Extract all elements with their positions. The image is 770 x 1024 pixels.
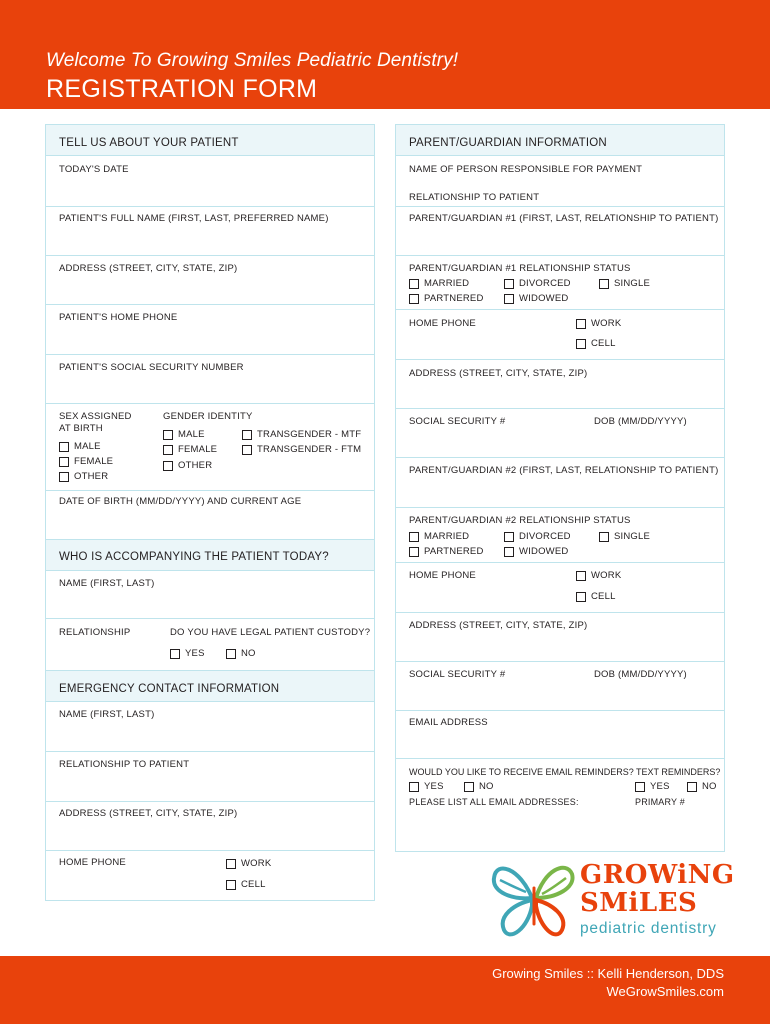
- guardian-column: [395, 124, 725, 852]
- g2-partnered-checkbox[interactable]: PARTNERED: [409, 546, 484, 557]
- welcome-text: Welcome To Growing Smiles Pediatric Dentistry!: [46, 50, 459, 71]
- email-yes-checkbox[interactable]: YES: [409, 781, 444, 792]
- email-no-checkbox[interactable]: NO: [464, 781, 494, 792]
- patient-column: [45, 124, 375, 901]
- guardian2-status-label: PARENT/GUARDIAN #2 RELATIONSHIP STATUS: [409, 515, 631, 526]
- sex-other-checkbox[interactable]: OTHER: [59, 471, 108, 482]
- sex-label-line2: AT BIRTH: [59, 423, 103, 434]
- home-phone-label: PATIENT'S HOME PHONE: [59, 312, 178, 323]
- relationship-label: RELATIONSHIP TO PATIENT: [409, 192, 540, 203]
- g1-cell-checkbox[interactable]: CELL: [576, 338, 616, 349]
- g1-ssn-label: SOCIAL SECURITY #: [409, 416, 506, 427]
- logo-text-growing: GROWiNG: [580, 860, 735, 890]
- g1-partnered-checkbox[interactable]: PARTNERED: [409, 293, 484, 304]
- list-emails-label: PLEASE LIST ALL EMAIL ADDRESSES:: [409, 797, 579, 807]
- accompany-relationship-label: RELATIONSHIP: [59, 627, 131, 638]
- full-name-field[interactable]: [46, 255, 374, 256]
- accompany-name-label: NAME (FIRST, LAST): [59, 578, 155, 589]
- guardian1-name-field[interactable]: [396, 255, 724, 256]
- address-label: ADDRESS (STREET, CITY, STATE, ZIP): [59, 263, 238, 274]
- g2-cell-checkbox[interactable]: CELL: [576, 591, 616, 602]
- g1-dob-label: DOB (MM/DD/YYYY): [594, 416, 687, 427]
- emergency-name-label: NAME (FIRST, LAST): [59, 709, 155, 720]
- custody-yes-checkbox[interactable]: YES: [170, 648, 205, 659]
- g2-address-field[interactable]: [396, 661, 724, 662]
- text-reminders-question: TEXT REMINDERS?: [636, 767, 721, 777]
- footer-website[interactable]: WeGrowSmiles.com: [606, 984, 724, 999]
- guardian1-name-label: PARENT/GUARDIAN #1 (FIRST, LAST, RELATIONSHIP TO PATIENT): [409, 213, 719, 224]
- emergency-work-checkbox[interactable]: WORK: [226, 858, 271, 869]
- primary-label: PRIMARY #: [635, 797, 685, 807]
- page-title: REGISTRATION FORM: [46, 75, 318, 103]
- dob-age-label: DATE OF BIRTH (MM/DD/YYYY) AND CURRENT AGE: [59, 496, 302, 507]
- section-accompany: [46, 539, 374, 571]
- email-field[interactable]: [396, 758, 724, 759]
- emergency-relationship-label: RELATIONSHIP TO PATIENT: [59, 759, 190, 770]
- section-guardian-title: PARENT/GUARDIAN INFORMATION: [409, 137, 607, 149]
- g2-work-checkbox[interactable]: WORK: [576, 570, 621, 581]
- emergency-relationship-field[interactable]: [46, 801, 374, 802]
- section-emergency: [46, 670, 374, 702]
- guardian2-name-field[interactable]: [396, 507, 724, 508]
- emergency-address-field[interactable]: [46, 850, 374, 851]
- logo-text-tagline: pediatric dentistry: [580, 920, 717, 937]
- g2-home-phone-label: HOME PHONE: [409, 570, 476, 581]
- g1-widowed-checkbox[interactable]: WIDOWED: [504, 293, 568, 304]
- ssn-label: PATIENT'S SOCIAL SECURITY NUMBER: [59, 362, 244, 373]
- footer-practice: Growing Smiles :: Kelli Henderson, DDS: [492, 966, 724, 981]
- g2-ssn-label: SOCIAL SECURITY #: [409, 669, 506, 680]
- emergency-cell-checkbox[interactable]: CELL: [226, 879, 266, 890]
- accompany-name-field[interactable]: [46, 618, 374, 619]
- emergency-name-field[interactable]: [46, 751, 374, 752]
- section-guardian: [396, 124, 724, 156]
- sex-label-line1: SEX ASSIGNED: [59, 411, 132, 422]
- custody-question-label: DO YOU HAVE LEGAL PATIENT CUSTODY?: [170, 627, 371, 638]
- ssn-field[interactable]: [46, 403, 374, 404]
- g1-address-label: ADDRESS (STREET, CITY, STATE, ZIP): [409, 368, 588, 379]
- section-emergency-title: EMERGENCY CONTACT INFORMATION: [59, 683, 280, 695]
- gender-female-checkbox[interactable]: FEMALE: [163, 444, 217, 455]
- gender-ftm-checkbox[interactable]: TRANSGENDER - FTM: [242, 444, 361, 455]
- gender-male-checkbox[interactable]: MALE: [163, 429, 205, 440]
- g1-home-phone-label: HOME PHONE: [409, 318, 476, 329]
- full-name-label: PATIENT'S FULL NAME (FIRST, LAST, PREFERRED NAME): [59, 213, 329, 224]
- emergency-address-label: ADDRESS (STREET, CITY, STATE, ZIP): [59, 808, 238, 819]
- g2-divorced-checkbox[interactable]: DIVORCED: [504, 531, 571, 542]
- todays-date-label: TODAY'S DATE: [59, 164, 129, 175]
- g1-divorced-checkbox[interactable]: DIVORCED: [504, 278, 571, 289]
- payment-person-label: NAME OF PERSON RESPONSIBLE FOR PAYMENT: [409, 164, 643, 175]
- gender-mtf-checkbox[interactable]: TRANSGENDER - MTF: [242, 429, 361, 440]
- text-no-checkbox[interactable]: NO: [687, 781, 717, 792]
- section-patient: [46, 124, 374, 156]
- g2-married-checkbox[interactable]: MARRIED: [409, 531, 469, 542]
- email-label: EMAIL ADDRESS: [409, 717, 488, 728]
- growing-smiles-logo: [490, 858, 735, 944]
- gender-other-checkbox[interactable]: OTHER: [163, 460, 212, 471]
- g2-single-checkbox[interactable]: SINGLE: [599, 531, 650, 542]
- section-accompany-title: WHO IS ACCOMPANYING THE PATIENT TODAY?: [59, 551, 329, 563]
- section-patient-title: TELL US ABOUT YOUR PATIENT: [59, 137, 239, 149]
- address-field[interactable]: [46, 304, 374, 305]
- gender-identity-label: GENDER IDENTITY: [163, 411, 253, 422]
- g1-work-checkbox[interactable]: WORK: [576, 318, 621, 329]
- header-banner: [0, 0, 770, 109]
- g1-address-field[interactable]: [396, 408, 724, 409]
- custody-no-checkbox[interactable]: NO: [226, 648, 256, 659]
- butterfly-icon: [490, 858, 576, 944]
- guardian2-name-label: PARENT/GUARDIAN #2 (FIRST, LAST, RELATIONSHIP TO PATIENT): [409, 465, 719, 476]
- footer-banner: [0, 956, 770, 1024]
- email-reminders-question: WOULD YOU LIKE TO RECEIVE EMAIL REMINDERS?: [409, 767, 634, 777]
- g1-single-checkbox[interactable]: SINGLE: [599, 278, 650, 289]
- emergency-phone-label: HOME PHONE: [59, 857, 126, 868]
- g1-married-checkbox[interactable]: MARRIED: [409, 278, 469, 289]
- guardian1-status-label: PARENT/GUARDIAN #1 RELATIONSHIP STATUS: [409, 263, 631, 274]
- g2-address-label: ADDRESS (STREET, CITY, STATE, ZIP): [409, 620, 588, 631]
- logo-text-smiles: SMiLES: [580, 888, 698, 918]
- sex-female-checkbox[interactable]: FEMALE: [59, 456, 113, 467]
- home-phone-field[interactable]: [46, 354, 374, 355]
- g1-ssn-dob-field[interactable]: [396, 457, 724, 458]
- sex-male-checkbox[interactable]: MALE: [59, 441, 101, 452]
- g2-dob-label: DOB (MM/DD/YYYY): [594, 669, 687, 680]
- todays-date-field[interactable]: [46, 206, 374, 207]
- g2-widowed-checkbox[interactable]: WIDOWED: [504, 546, 568, 557]
- text-yes-checkbox[interactable]: YES: [635, 781, 670, 792]
- g2-ssn-dob-field[interactable]: [396, 710, 724, 711]
